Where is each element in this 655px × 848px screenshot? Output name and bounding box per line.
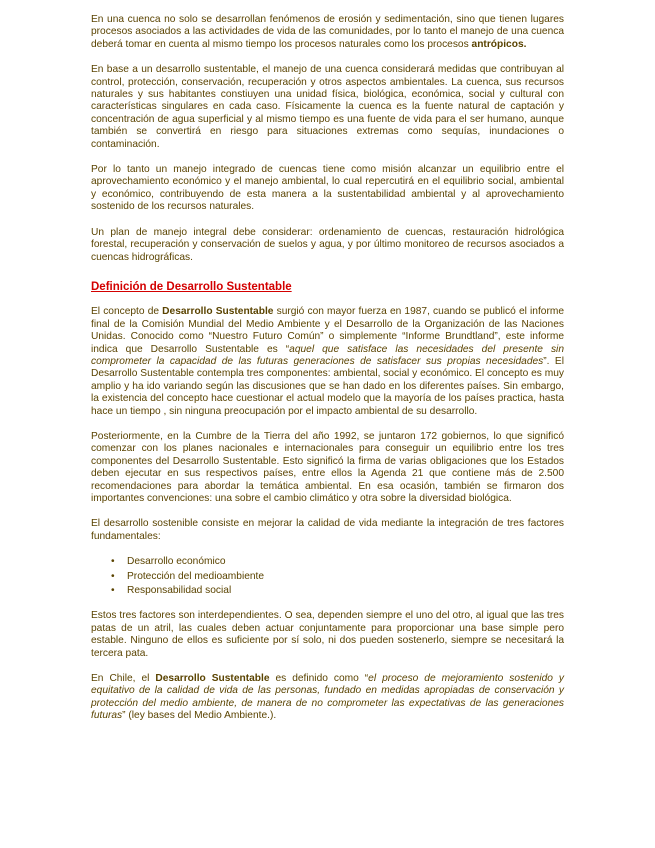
- paragraph-concepto-1987: El concepto de Desarrollo Sustentable surgió con mayor fuerza en 1987, cuando se publicó el informe final de la Comisión Mundial del Medio Ambiente y el Desarrollo de la Organización de las Naciones Unidas. Conocido como “Nuestro Futuro Común” o simplemente “Informe Brundtland”, este informe indica que Desarrollo Sustentable es “aquel que satisface las necesidades del presente sin comprometer la capacidad de las futuras generaciones de satisfacer sus propias necesidades”. El Desarrollo Sustentable contempla tres componentes: ambiental, social y económico. El concepto es muy amplio y ha ido variando según las discusiones que se han dado en los diferentes países. Sin embargo, la existencia del concepto hace cuestionar el actual modelo que la mayoría de los países practica, hasta hace un tiempo , sin ninguna preocupación por el impacto ambiental de su desarrollo.: [91, 306, 564, 417]
- paragraph-cumbre-tierra: Posteriormente, en la Cumbre de la Tierra del año 1992, se juntaron 172 gobiernos, lo que significó comenzar con los planes nacionales e internacionales para conseguir un equilibrio entre los tres componentes del Desarrollo Sustentable. Esto significó la firma de varias obligaciones que los Estados deben ejecutar en sus respectivos países, entre ellos la Agenda 21 que contiene más de 2.500 recomendaciones para abordar la temática ambiental. En esa ocasión, también se firmaron dos importantes convenciones: una sobre el cambio climático y otra sobre la diversidad biológica.: [91, 430, 564, 504]
- paragraph-manejo-integrado: Por lo tanto un manejo integrado de cuencas tiene como misión alcanzar un equilibrio entre el aprovechamiento económico y el manejo ambiental, lo cual repercutirá en el equilibrio social, ambiental y económico, contribuyendo de esta manera a la sustentabilidad ambiental y al aprovechamiento sostenido de los recursos naturales.: [91, 164, 564, 213]
- factors-list: [91, 556, 564, 597]
- paragraph-factores-intro: El desarrollo sostenible consiste en mejorar la calidad de vida mediante la integración de tres factores fundamentales:: [91, 518, 564, 542]
- paragraph-chile-definicion: En Chile, el Desarrollo Sustentable es definido como “el proceso de mejoramiento sostenido y equitativo de la calidad de vida de las personas, fundado en medidas apropiadas de conservación y protección del medio ambiente, de manera de no comprometer las expectativas de las generaciones futuras” (ley bases del Medio Ambiente.).: [91, 673, 564, 722]
- paragraph-plan-manejo: Un plan de manejo integral debe considerar: ordenamiento de cuencas, restauración hidrológica forestal, recuperación y conservación de suelos y agua, y por último monitoreo de recursos asociados a cuencas hidrográficas.: [91, 226, 564, 263]
- paragraph-interdependientes: Estos tres factores son interdependientes. O sea, dependen siempre el uno del otro, al igual que las tres patas de un atril, las cuales deben actuar conjuntamente para proporcionar una base simple pero estable. Ninguno de ellos es suficiente por sí solo, ni dos pueden sostenerlo, siempre se necesitará la tercera pata.: [91, 610, 564, 659]
- bold-antropicos: antrópicos.: [471, 38, 527, 50]
- document-page: [91, 14, 564, 736]
- paragraph-cuenca-procesos: En una cuenca no solo se desarrollan fenómenos de erosión y sedimentación, sino que tienen lugares procesos asociados a las actividades de vida de las comunidades, por lo tanto el manejo de una cuenca deberá tomar en cuenta al mismo tiempo los procesos naturales como los procesos antrópicos.: [91, 14, 564, 50]
- list-item: • Desarrollo económico: [111, 556, 226, 568]
- bold-term: Desarrollo Sustentable: [155, 673, 270, 685]
- section-heading: Definición de Desarrollo Sustentable: [91, 280, 292, 293]
- list-item: • Responsabilidad social: [111, 585, 232, 597]
- bullet-icon: •: [111, 570, 115, 582]
- paragraph-desarrollo-sustentable-cuenca: En base a un desarrollo sustentable, el manejo de una cuenca considerará medidas que contribuyan al control, protección, conservación, recuperación y otros aspectos ambientales. La cuenca, sus recursos naturales y sus habitantes constiuyen una unidad física, biológica, económica, social y cultural con características singulares en cada caso. Físicamente la cuenca es la fuente natural de captación y concentración de agua superficial y al mismo tiempo es una fuente de vida para el ser humano, aunque también se convertirá en riesgo para situaciones extremas como sequías, inundaciones o contaminación.: [91, 64, 564, 150]
- list-item: • Protección del medioambiente: [111, 570, 265, 582]
- italic-quote: el proceso de mejoramiento sostenido y equitativo de la calidad de vida de las personas, fundado en medidas apropiadas de conservación y protección del medio ambiente, de manera de no comprometer las expectativas de las generaciones futuras: [91, 673, 564, 722]
- bullet-icon: •: [111, 585, 115, 597]
- bold-term: Desarrollo Sustentable: [162, 306, 274, 318]
- italic-quote: aquel que satisface las necesidades del presente sin comprometer la capacidad de las futuras generaciones de satisfacer sus propias necesidades: [91, 343, 564, 367]
- bullet-icon: •: [111, 556, 115, 568]
